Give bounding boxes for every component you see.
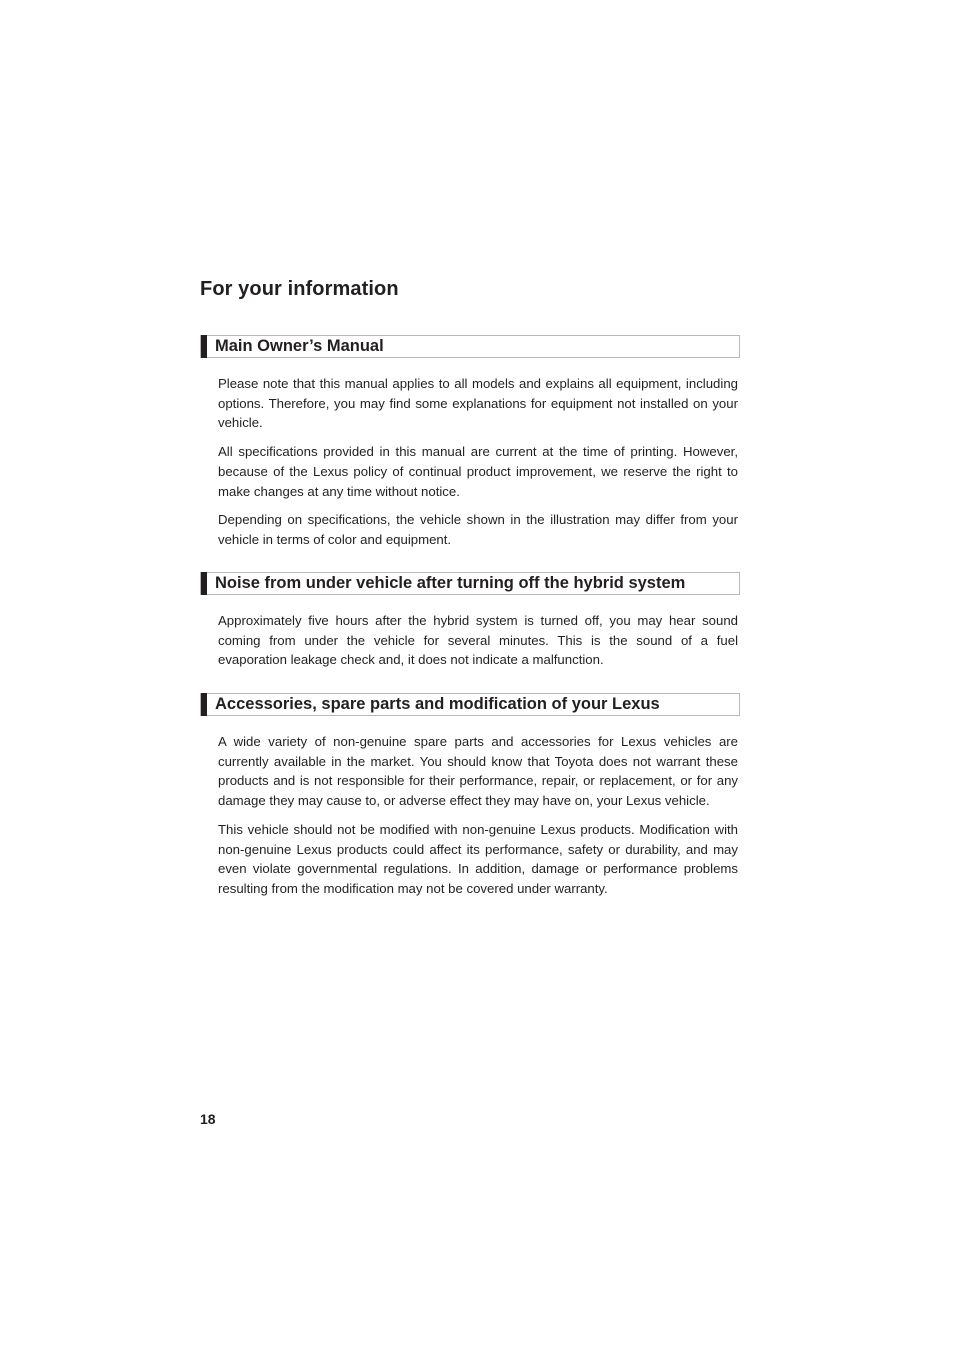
paragraph: Please note that this manual applies to all models and explains all equipment, including options. Therefore, you may find some explanations for equipment not installed on your vehicle.	[218, 376, 738, 431]
paragraph: Depending on specifications, the vehicle shown in the illustration may differ from your vehicle in terms of color and equipment.	[218, 512, 738, 547]
section-marker-bar	[201, 572, 207, 595]
paragraph: This vehicle should not be modified with non-genuine Lexus products. Modification with non-genuine Lexus products could affect its performance, safety or durability, and may even violate governmental regulations. In addition, damage or performance problems resulting from the modification may not be covered under warranty.	[218, 821, 738, 896]
section-heading: Noise from under vehicle after turning off the hybrid system	[215, 574, 686, 592]
paragraph: All specifications provided in this manual are current at the time of printing. However, because of the Lexus policy of continual product improvement, we reserve the right to make changes at any time without notice.	[218, 444, 738, 499]
section-marker-bar	[201, 693, 207, 716]
section-marker-bar	[201, 335, 207, 358]
section-noise-after-hybrid-off	[200, 572, 740, 679]
section-accessories-modification	[200, 693, 740, 908]
section-body	[200, 732, 740, 899]
section-body	[200, 611, 740, 670]
section-heading: Main Owner’s Manual	[215, 337, 384, 355]
section-body	[200, 374, 740, 550]
page-number: 18	[200, 1111, 216, 1127]
paragraph: Approximately five hours after the hybrid system is turned off, you may hear sound coming from under the vehicle for several minutes. This is the sound of a fuel evaporation leakage check and, it does not indicate a malfunction.	[218, 613, 738, 668]
page-title: For your information	[200, 278, 399, 300]
section-header	[200, 572, 740, 595]
section-header	[200, 335, 740, 358]
paragraph: A wide variety of non-genuine spare parts and accessories for Lexus vehicles are currently available in the market. You should know that Toyota does not warrant these products and is not responsible for their performance, repair, or replacement, or for any damage they may cause to, or adverse effect they may have on, your Lexus vehicle.	[218, 734, 738, 809]
section-heading: Accessories, spare parts and modification of your Lexus	[215, 695, 660, 713]
section-header	[200, 693, 740, 716]
section-main-owners-manual	[200, 335, 740, 559]
